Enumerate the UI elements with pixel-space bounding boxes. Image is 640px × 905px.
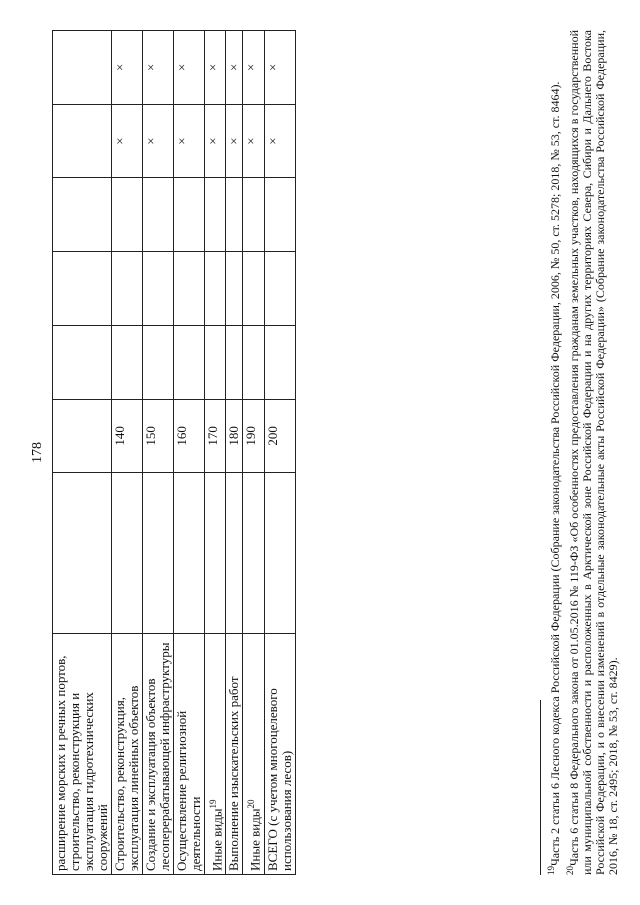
value-cell (112, 473, 143, 634)
value-cell (264, 473, 295, 634)
mark-cell: × (205, 104, 226, 178)
value-cell (53, 325, 112, 399)
value-cell (112, 252, 143, 326)
mark-cell: × (174, 31, 205, 105)
mark-cell: × (243, 104, 264, 178)
value-cell (264, 178, 295, 252)
row-label (205, 634, 226, 875)
value-cell (143, 178, 174, 252)
value-cell (53, 178, 112, 252)
value-cell (226, 252, 243, 326)
value-cell (264, 252, 295, 326)
table-row (112, 31, 143, 875)
table-row (264, 31, 295, 875)
row-code: 190 (243, 399, 264, 473)
mark-cell: × (174, 104, 205, 178)
mark-cell: × (243, 31, 264, 105)
footnote-divider (540, 700, 541, 875)
value-cell (112, 325, 143, 399)
row-label-text: Строительство, реконструкция, эксплуатация линейных объектов (112, 685, 141, 871)
row-code: 160 (174, 399, 205, 473)
mark-cell: × (112, 104, 143, 178)
table-row (243, 31, 264, 875)
mark-cell: × (226, 104, 243, 178)
value-cell (205, 473, 226, 634)
footnotes (540, 30, 622, 875)
row-label (174, 634, 205, 875)
row-label (143, 634, 174, 875)
table-row (205, 31, 226, 875)
mark-cell: × (112, 31, 143, 105)
footnote-text: Часть 2 статьи 6 Лесного кодекса Российской Федерации (Собрание законодательства Российской Федерации, 2006, № 50, ст. 5278; 2018, № 53, ст. 8464). (548, 81, 562, 866)
value-cell (174, 178, 205, 252)
row-code: 200 (264, 399, 295, 473)
footnote-ref: 20 (246, 799, 257, 809)
mark-cell: × (264, 104, 295, 178)
value-cell (143, 325, 174, 399)
footnote-number: 20 (565, 866, 575, 875)
row-label (243, 634, 264, 875)
table-row (143, 31, 174, 875)
row-code: 170 (205, 399, 226, 473)
value-cell (264, 325, 295, 399)
value-cell (243, 473, 264, 634)
mark-cell: × (143, 104, 174, 178)
table-row (53, 31, 112, 875)
footnote (545, 30, 562, 875)
value-cell (53, 252, 112, 326)
value-cell (143, 473, 174, 634)
row-code: 140 (112, 399, 143, 473)
mark-cell: × (264, 31, 295, 105)
row-code: 180 (226, 399, 243, 473)
value-cell (226, 178, 243, 252)
row-code: 150 (143, 399, 174, 473)
row-label (112, 634, 143, 875)
value-cell (174, 252, 205, 326)
page-number: 178 (30, 442, 45, 463)
footnote-ref: 19 (208, 799, 218, 809)
footnote-text: Часть 6 статьи 8 Федерального закона от 01.05.2016 № 119-ФЗ «Об особенностях предоставления гражданам земельных участков, находящихся в государственной или муниципальной собственности и расположенных в Арктической зоне Российской Федерации и на других территориях Севера, Сибири и Дальнего Востока Российской Федерации, и о внесении изменений в отдельные законодательные акты Российской Федерации» (Собрание законодательства Российской Федерации, 2016, № 18, ст. 2495; 2018, № 53, ст. 8429). (567, 30, 620, 875)
value-cell (112, 178, 143, 252)
row-code (53, 399, 112, 473)
row-label (264, 634, 295, 875)
value-cell (243, 178, 264, 252)
mark-cell: × (143, 31, 174, 105)
value-cell (174, 473, 205, 634)
footnote-number: 19 (546, 866, 556, 875)
row-label-text: Создание и эксплуатация объектов лесоперерабатывающей инфраструктуры (143, 642, 172, 871)
value-cell (174, 325, 205, 399)
value-cell (226, 473, 243, 634)
row-label-text: расширение морских и речных портов, строительство, реконструкция и эксплуатация гидротехнических сооружений (53, 655, 110, 871)
value-cell (143, 252, 174, 326)
value-cell (226, 325, 243, 399)
mark-cell (53, 104, 112, 178)
row-label (226, 634, 243, 875)
table-row (226, 31, 243, 875)
table-row (174, 31, 205, 875)
value-cell (53, 473, 112, 634)
value-cell (205, 178, 226, 252)
forest-use-table (52, 30, 296, 875)
value-cell (243, 252, 264, 326)
row-label-text: Иные виды (247, 808, 263, 871)
value-cell (205, 252, 226, 326)
row-label-text: ВСЕГО (с учетом многоцелевого использования лесов) (264, 688, 294, 871)
row-label (53, 634, 112, 875)
footnote (564, 30, 620, 875)
mark-cell: × (205, 31, 226, 105)
value-cell (243, 325, 264, 399)
row-label-text: Иные виды (209, 808, 225, 871)
row-label-text: Выполнение изыскательских работ (226, 676, 242, 871)
row-label-text: Осуществление религиозной деятельности (174, 710, 203, 871)
mark-cell: × (226, 31, 243, 105)
mark-cell (53, 31, 112, 105)
value-cell (205, 325, 226, 399)
